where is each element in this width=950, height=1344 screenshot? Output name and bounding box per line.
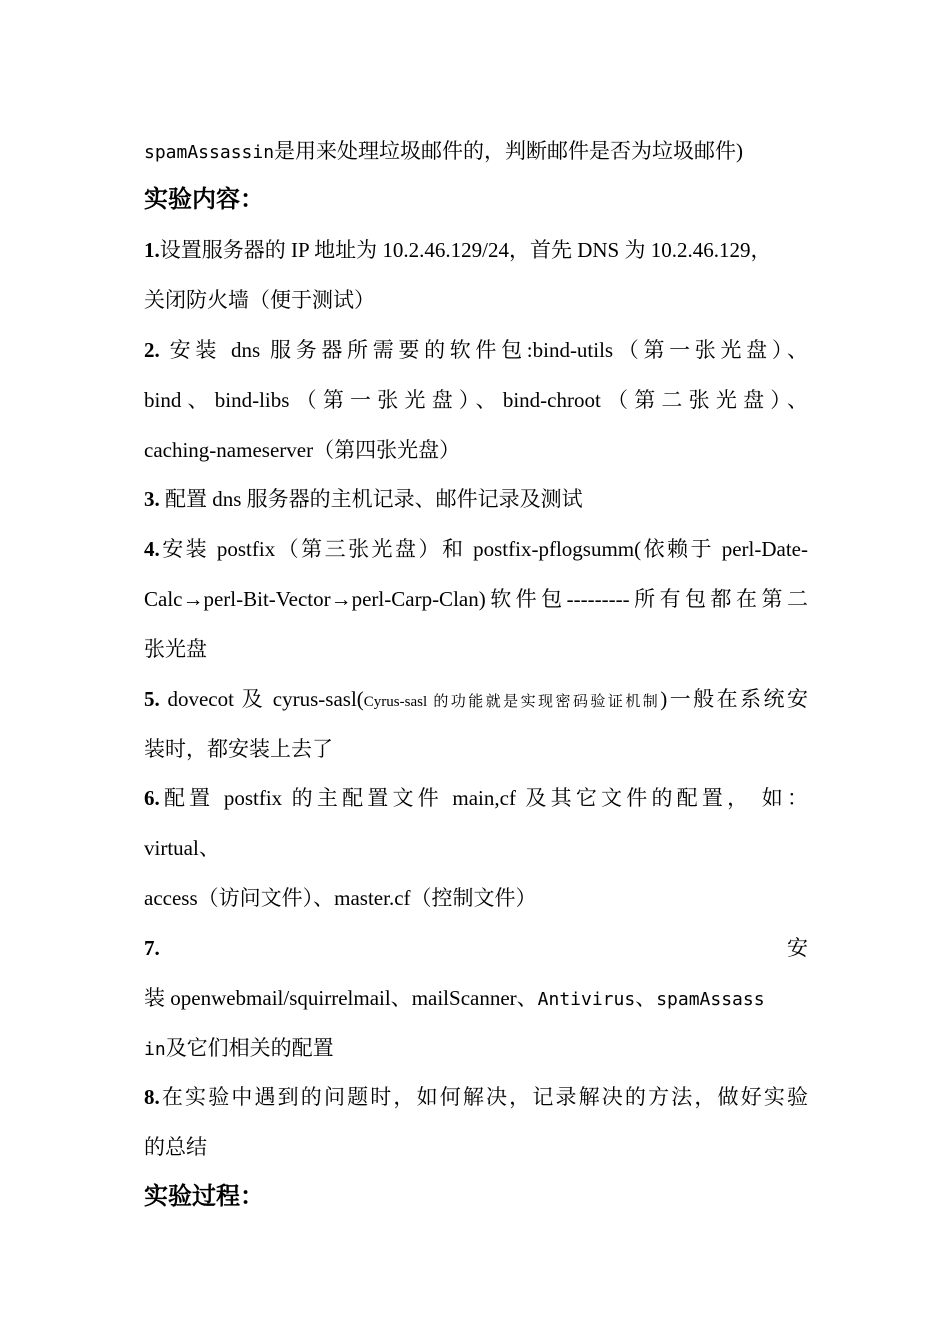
item-4-line-1 bbox=[144, 534, 808, 564]
item-2-line-2: bind、bind-libs（第一张光盘）、bind-chroot（第二张光盘）、 bbox=[144, 388, 808, 412]
item-8-number: 8. bbox=[144, 1085, 160, 1109]
item-1-number: 1. bbox=[144, 238, 160, 262]
item-7-separator: 、 bbox=[635, 986, 657, 1010]
item-8-text: 在实验中遇到的问题时，如何解决，记录解决的方法，做好实验 bbox=[159, 1085, 808, 1109]
heading-content: 实验内容： bbox=[144, 187, 264, 213]
item-6-number: 6. bbox=[144, 786, 160, 810]
item-6-line-2: virtual、 bbox=[144, 836, 220, 860]
item-3-line-1 bbox=[144, 484, 808, 514]
item-7-text-a: 装 openwebmail/squirrelmail、mailScanner、 bbox=[144, 986, 538, 1010]
intro-mono-text: spamAssassin bbox=[144, 142, 275, 163]
item-7-line-2 bbox=[144, 983, 808, 1015]
item-6-line-1 bbox=[144, 783, 808, 813]
item-3-text: 配置 dns 服务器的主机记录、邮件记录及测试 bbox=[159, 487, 583, 511]
item-5-line-1 bbox=[144, 684, 808, 717]
item-4-number: 4. bbox=[144, 537, 160, 561]
item-8-line-1 bbox=[144, 1082, 808, 1112]
item-7-mono-in: in bbox=[144, 1039, 166, 1060]
item-2-line-1 bbox=[144, 335, 808, 365]
item-1-line-1 bbox=[144, 235, 808, 265]
item-3-number: 3. bbox=[144, 487, 160, 511]
item-7-trailing-char: 安 bbox=[787, 936, 808, 960]
item-5-text-b: )一般在系统安 bbox=[660, 687, 808, 711]
item-1-line-2: 关闭防火墙（便于测试） bbox=[144, 288, 375, 312]
intro-text: 是用来处理垃圾邮件的，判断邮件是否为垃圾邮件) bbox=[274, 139, 744, 163]
item-6-line-3: access（访问文件）、master.cf（控制文件） bbox=[144, 886, 537, 910]
item-5-line-2: 装时，都安装上去了 bbox=[144, 737, 333, 761]
item-7-number: 7. bbox=[144, 936, 160, 960]
item-7-line-3 bbox=[144, 1033, 808, 1065]
item-4-line-3: 张光盘 bbox=[144, 637, 207, 661]
item-4-text: 安装 postfix（第三张光盘）和 postfix-pflogsumm(依赖于 perl-Date- bbox=[159, 537, 808, 561]
item-7-line-1 bbox=[144, 933, 808, 963]
item-4-line-2: Calc→perl-Bit-Vector→perl-Carp-Clan)软件包---------所有包都在第二 bbox=[144, 587, 808, 611]
item-2-number: 2. bbox=[144, 338, 160, 362]
item-7-mono-spam: spamAssass bbox=[656, 989, 765, 1010]
item-8-line-2: 的总结 bbox=[144, 1135, 207, 1159]
item-5-text-a: dovecot 及 cyrus-sasl( bbox=[159, 687, 364, 711]
item-6-text: 配置 postfix 的主配置文件 main,cf 及其它文件的配置， 如： bbox=[159, 786, 808, 810]
item-5-number: 5. bbox=[144, 687, 160, 711]
intro-line bbox=[144, 136, 808, 168]
item-2-text: 安装 dns 服务器所需要的软件包:bind-utils（第一张光盘）、 bbox=[159, 338, 808, 362]
item-7-text-b: 及它们相关的配置 bbox=[165, 1036, 334, 1060]
item-7-mono-antivirus: Antivirus bbox=[537, 989, 636, 1010]
item-5-small-note: Cyrus-sasl 的功能就是实现密码验证机制 bbox=[363, 694, 661, 710]
item-1-text: 设置服务器的 IP 地址为 10.2.46.129/24，首先 DNS 为 10.2.46.129， bbox=[159, 238, 772, 262]
item-2-line-3: caching-nameserver（第四张光盘） bbox=[144, 438, 461, 462]
heading-process: 实验过程： bbox=[144, 1184, 264, 1210]
